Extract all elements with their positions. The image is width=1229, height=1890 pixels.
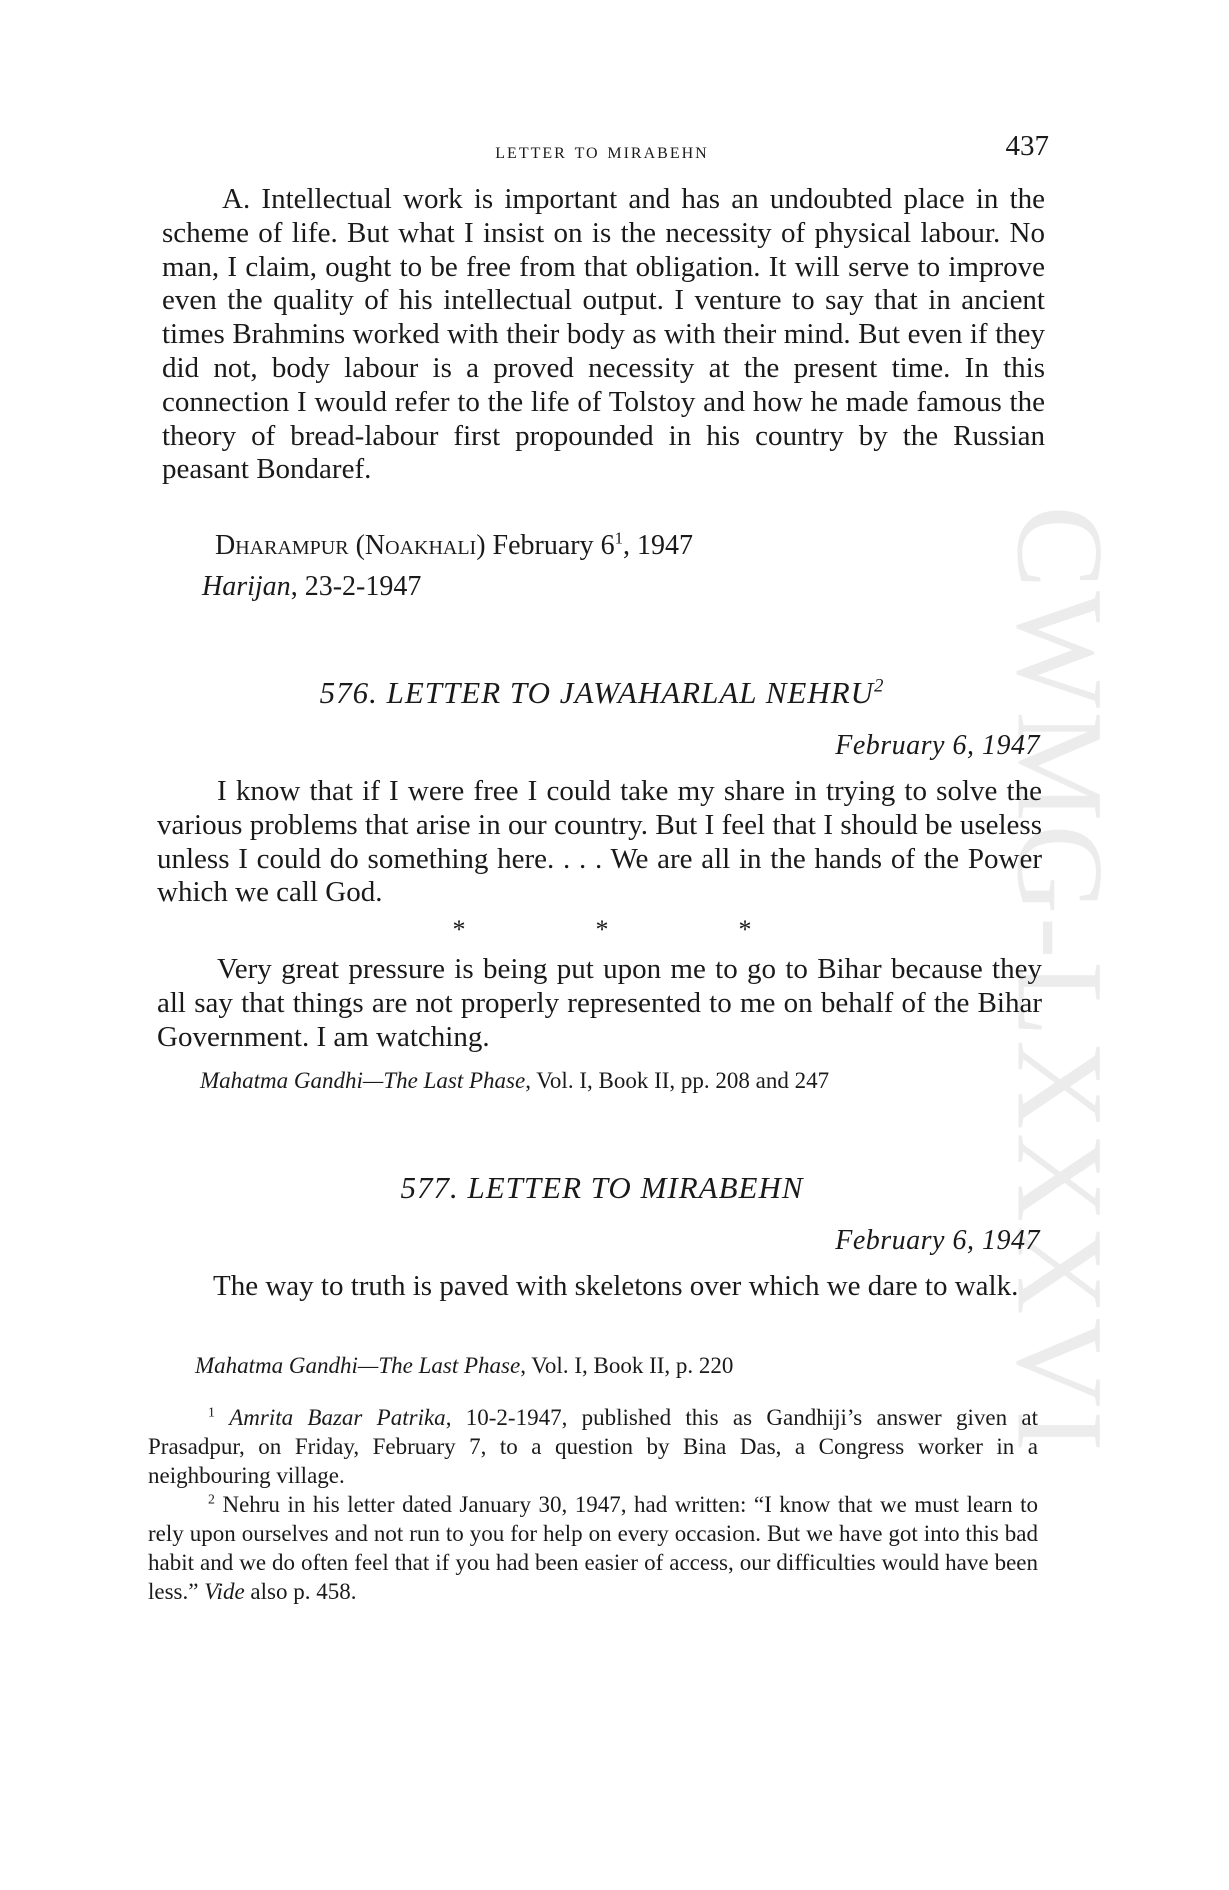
footnote-2-vide-rest: also p. 458. — [244, 1579, 357, 1604]
footnote-ref-2: 2 — [874, 675, 885, 697]
source-detail: , Vol. I, Book II, pp. 208 and 247 — [525, 1068, 830, 1093]
letter-576-source — [200, 1068, 829, 1094]
letter-576-para-1: I know that if I were free I could take my share in trying to solve the various problems that arise in our country. But I feel that I should be useless unless I could do something here. . . . We are all in the hands of the Power which we call God. — [157, 775, 1042, 909]
footnote-2 — [148, 1490, 1038, 1606]
watermark-text: CWMG-LXXXVI — [992, 505, 1130, 1455]
footnote-1 — [148, 1403, 1038, 1490]
year: , 1947 — [623, 530, 694, 561]
answer-text: Intellectual work is important and has an undoubted place in the scheme of life. But what I insist on is the necessity of physical labour. No man, I claim, ought to be free from that obligation. It will serve to improve even the quality of his intellectual output. I venture to say that in ancient times Brahmins worked with their body as with their mind. But even if they did not, body labour is a proved necessity at the present time. In this connection I would refer to the life of Tolstoy and how he made famous the theory of bread-labour first propounded in his country by the Russian peasant Bondaref. — [162, 183, 1045, 486]
star: * — [738, 915, 752, 944]
section-break — [155, 915, 1049, 945]
letter-577-source — [195, 1353, 733, 1379]
footnote-2-number: 2 — [208, 1491, 215, 1507]
source-harijan — [202, 571, 421, 603]
footnote-2-text: Nehru in his letter dated January 30, 1947, had written: “I know that we must learn to rely upon ourselves and not run to you for help on every occasion. But we have got into this bad habit and we do often feel that if you had been easier of access, our difficulties would have been less.” — [148, 1492, 1038, 1604]
letter-576-para-2: Very great pressure is being put upon me to go to Bihar because they all say that things are not properly represented to me on behalf of the Bihar Government. I am watching. — [157, 953, 1042, 1053]
running-title: letter to mirabehn — [495, 138, 709, 163]
letter-576-date: February 6, 1947 — [835, 730, 1040, 761]
star: * — [452, 915, 466, 944]
place-dateline — [215, 530, 693, 562]
footnote-1-title: Amrita Bazar Patrika — [229, 1405, 446, 1430]
star: * — [595, 915, 609, 944]
page-number: 437 — [1005, 130, 1049, 162]
running-header — [155, 130, 1049, 170]
letter-577-title: 577. LETTER TO MIRABEHN — [400, 1170, 804, 1205]
footnote-2-vide: Vide — [204, 1579, 245, 1604]
source-title: Mahatma Gandhi—The Last Phase — [200, 1068, 526, 1093]
letter-576-title: 576. LETTER TO JAWAHARLAL NEHRU$^2$ — [319, 675, 885, 710]
source-detail: , Vol. I, Book II, p. 220 — [520, 1353, 734, 1378]
source-title: Harijan — [202, 571, 291, 602]
letter-577-para-1: The way to truth is paved with skeletons over which we dare to walk. — [213, 1270, 1019, 1302]
letter-577-date: February 6, 1947 — [835, 1225, 1040, 1256]
answer-paragraph — [162, 183, 1045, 487]
answer-label: A. — [222, 183, 251, 215]
footnote-ref-1: 1 — [614, 528, 624, 548]
footnote-1-number: 1 — [208, 1404, 215, 1420]
source-date: , 23-2-1947 — [290, 571, 422, 602]
source-title: Mahatma Gandhi—The Last Phase — [195, 1353, 521, 1378]
place: Dharampur (Noakhali) — [215, 530, 486, 561]
footnote-1-text: , 10-2-1947, published this as Gandhiji’s answer given at Prasadpur, on Friday, February 7, to a question by Bina Das, a Congress worker in a neighbouring village. — [148, 1405, 1038, 1488]
date: February 6 — [492, 530, 615, 561]
